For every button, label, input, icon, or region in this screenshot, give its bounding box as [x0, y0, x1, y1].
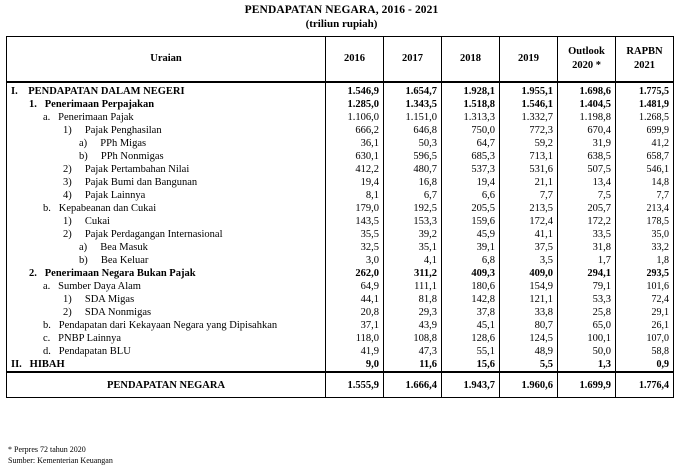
row-value: 7,5	[558, 189, 616, 202]
table-row	[7, 345, 674, 358]
row-value: 124,5	[500, 332, 558, 345]
row-value: 37,5	[500, 241, 558, 254]
row-value: 39,2	[384, 228, 442, 241]
row-value: 108,8	[384, 332, 442, 345]
table-row	[7, 202, 674, 215]
table-row	[7, 267, 674, 280]
row-value: 1.285,0	[326, 98, 384, 111]
row-label: 3) Pajak Bumi dan Bangunan	[7, 176, 326, 189]
row-value: 7,7	[616, 189, 674, 202]
row-value: 80,7	[500, 319, 558, 332]
row-label: 1) Cukai	[7, 215, 326, 228]
row-value: 58,8	[616, 345, 674, 358]
row-value: 179,0	[326, 202, 384, 215]
row-value: 107,0	[616, 332, 674, 345]
row-value: 128,6	[442, 332, 500, 345]
row-value: 53,3	[558, 293, 616, 306]
row-value: 154,9	[500, 280, 558, 293]
row-value: 0,9	[616, 358, 674, 372]
row-value: 36,1	[326, 137, 384, 150]
table-row	[7, 124, 674, 137]
row-value: 16,8	[384, 176, 442, 189]
table-row	[7, 319, 674, 332]
row-value: 6,6	[442, 189, 500, 202]
header-outlook-2020: Outlook 2020 *	[558, 37, 616, 83]
header-2017: 2017	[384, 37, 442, 83]
row-value: 6,8	[442, 254, 500, 267]
row-value: 507,5	[558, 163, 616, 176]
row-value: 178,5	[616, 215, 674, 228]
row-value: 1.555,9	[326, 372, 384, 398]
table-row	[7, 358, 674, 372]
row-label: PENDAPATAN NEGARA	[7, 372, 326, 398]
row-value: 1.960,6	[500, 372, 558, 398]
row-value: 1.343,5	[384, 98, 442, 111]
row-value: 20,8	[326, 306, 384, 319]
row-label: a. Penerimaan Pajak	[7, 111, 326, 124]
row-value: 3,0	[326, 254, 384, 267]
row-value: 33,8	[500, 306, 558, 319]
row-label: b. Pendapatan dari Kekayaan Negara yang Dipisahkan	[7, 319, 326, 332]
row-value: 55,1	[442, 345, 500, 358]
row-value: 50,3	[384, 137, 442, 150]
row-value: 50,0	[558, 345, 616, 358]
row-value: 37,1	[326, 319, 384, 332]
row-value: 121,1	[500, 293, 558, 306]
row-value: 180,6	[442, 280, 500, 293]
row-value: 1.654,7	[384, 82, 442, 98]
row-label: 2) Pajak Pertambahan Nilai	[7, 163, 326, 176]
row-value: 670,4	[558, 124, 616, 137]
row-value: 262,0	[326, 267, 384, 280]
row-value: 101,6	[616, 280, 674, 293]
row-value: 1.666,4	[384, 372, 442, 398]
row-value: 29,3	[384, 306, 442, 319]
row-value: 111,1	[384, 280, 442, 293]
table-row	[7, 111, 674, 124]
row-value: 412,2	[326, 163, 384, 176]
row-value: 64,7	[442, 137, 500, 150]
row-value: 1.404,5	[558, 98, 616, 111]
row-value: 159,6	[442, 215, 500, 228]
row-label: a) Bea Masuk	[7, 241, 326, 254]
row-value: 1.198,8	[558, 111, 616, 124]
table-row	[7, 293, 674, 306]
row-value: 772,3	[500, 124, 558, 137]
row-value: 4,1	[384, 254, 442, 267]
row-value: 19,4	[442, 176, 500, 189]
row-value: 1.518,8	[442, 98, 500, 111]
row-value: 11,6	[384, 358, 442, 372]
row-value: 65,0	[558, 319, 616, 332]
row-value: 45,9	[442, 228, 500, 241]
row-label: 1. Penerimaan Perpajakan	[7, 98, 326, 111]
row-label: 2. Penerimaan Negara Bukan Pajak	[7, 267, 326, 280]
row-value: 685,3	[442, 150, 500, 163]
row-value: 713,1	[500, 150, 558, 163]
row-label: b) Bea Keluar	[7, 254, 326, 267]
table-row	[7, 280, 674, 293]
row-value: 6,7	[384, 189, 442, 202]
table-row	[7, 176, 674, 189]
table-row	[7, 98, 674, 111]
row-label: 1) SDA Migas	[7, 293, 326, 306]
row-value: 41,1	[500, 228, 558, 241]
table-row	[7, 189, 674, 202]
row-value: 35,1	[384, 241, 442, 254]
row-value: 81,8	[384, 293, 442, 306]
row-value: 29,1	[616, 306, 674, 319]
table-title: PENDAPATAN NEGARA, 2016 - 2021	[244, 4, 439, 16]
row-value: 1.481,9	[616, 98, 674, 111]
row-value: 311,2	[384, 267, 442, 280]
row-label: c. PNBP Lainnya	[7, 332, 326, 345]
table-row	[7, 215, 674, 228]
row-value: 172,2	[558, 215, 616, 228]
row-label: b. Kepabeanan dan Cukai	[7, 202, 326, 215]
row-value: 537,3	[442, 163, 500, 176]
table-row	[7, 332, 674, 345]
table-row	[7, 163, 674, 176]
row-value: 35,5	[326, 228, 384, 241]
row-value: 41,2	[616, 137, 674, 150]
row-value: 100,1	[558, 332, 616, 345]
table-row	[7, 241, 674, 254]
row-value: 1.775,5	[616, 82, 674, 98]
row-value: 45,1	[442, 319, 500, 332]
row-value: 658,7	[616, 150, 674, 163]
row-value: 14,8	[616, 176, 674, 189]
row-value: 25,8	[558, 306, 616, 319]
table-row	[7, 372, 674, 398]
row-value: 294,1	[558, 267, 616, 280]
row-value: 480,7	[384, 163, 442, 176]
row-value: 142,8	[442, 293, 500, 306]
row-value: 1.546,9	[326, 82, 384, 98]
row-value: 1.928,1	[442, 82, 500, 98]
header-row	[7, 37, 674, 83]
row-value: 1.955,1	[500, 82, 558, 98]
row-value: 41,9	[326, 345, 384, 358]
row-value: 31,8	[558, 241, 616, 254]
row-value: 48,9	[500, 345, 558, 358]
row-value: 35,0	[616, 228, 674, 241]
row-label: I. PENDAPATAN DALAM NEGERI	[7, 82, 326, 98]
row-value: 39,1	[442, 241, 500, 254]
row-value: 531,6	[500, 163, 558, 176]
row-value: 79,1	[558, 280, 616, 293]
row-value: 64,9	[326, 280, 384, 293]
row-value: 59,2	[500, 137, 558, 150]
row-value: 5,5	[500, 358, 558, 372]
row-value: 37,8	[442, 306, 500, 319]
row-label: 2) SDA Nonmigas	[7, 306, 326, 319]
row-value: 72,4	[616, 293, 674, 306]
row-value: 33,5	[558, 228, 616, 241]
row-value: 1.546,1	[500, 98, 558, 111]
row-value: 118,0	[326, 332, 384, 345]
row-value: 205,5	[442, 202, 500, 215]
row-label: b) PPh Nonmigas	[7, 150, 326, 163]
row-value: 638,5	[558, 150, 616, 163]
row-value: 646,8	[384, 124, 442, 137]
row-value: 596,5	[384, 150, 442, 163]
table-row	[7, 254, 674, 267]
row-value: 32,5	[326, 241, 384, 254]
row-value: 47,3	[384, 345, 442, 358]
row-value: 8,1	[326, 189, 384, 202]
row-value: 13,4	[558, 176, 616, 189]
row-value: 44,1	[326, 293, 384, 306]
row-value: 546,1	[616, 163, 674, 176]
row-label: 4) Pajak Lainnya	[7, 189, 326, 202]
row-value: 293,5	[616, 267, 674, 280]
row-value: 153,3	[384, 215, 442, 228]
row-value: 699,9	[616, 124, 674, 137]
table-row	[7, 228, 674, 241]
row-value: 15,6	[442, 358, 500, 372]
row-value: 1,7	[558, 254, 616, 267]
row-value: 666,2	[326, 124, 384, 137]
header-rapbn-2021: RAPBN 2021	[616, 37, 674, 83]
row-value: 213,4	[616, 202, 674, 215]
row-value: 1.151,0	[384, 111, 442, 124]
row-value: 1,3	[558, 358, 616, 372]
row-value: 31,9	[558, 137, 616, 150]
row-value: 1.699,9	[558, 372, 616, 398]
header-2018: 2018	[442, 37, 500, 83]
row-value: 630,1	[326, 150, 384, 163]
revenue-table	[6, 36, 674, 398]
row-label: a) PPh Migas	[7, 137, 326, 150]
row-value: 43,9	[384, 319, 442, 332]
row-value: 213,5	[500, 202, 558, 215]
table-row	[7, 150, 674, 163]
row-value: 3,5	[500, 254, 558, 267]
row-label: 1) Pajak Penghasilan	[7, 124, 326, 137]
table-row	[7, 82, 674, 98]
row-value: 750,0	[442, 124, 500, 137]
header-2016: 2016	[326, 37, 384, 83]
row-value: 143,5	[326, 215, 384, 228]
row-value: 409,0	[500, 267, 558, 280]
row-label: a. Sumber Daya Alam	[7, 280, 326, 293]
row-label: II. HIBAH	[7, 358, 326, 372]
row-label: d. Pendapatan BLU	[7, 345, 326, 358]
row-value: 1.313,3	[442, 111, 500, 124]
table-subtitle: (triliun rupiah)	[305, 18, 378, 30]
row-value: 172,4	[500, 215, 558, 228]
header-2019: 2019	[500, 37, 558, 83]
row-value: 1.943,7	[442, 372, 500, 398]
footnote: * Perpres 72 tahun 2020	[8, 445, 86, 454]
row-label: 2) Pajak Perdagangan Internasional	[7, 228, 326, 241]
row-value: 1.106,0	[326, 111, 384, 124]
row-value: 33,2	[616, 241, 674, 254]
row-value: 9,0	[326, 358, 384, 372]
table-row	[7, 137, 674, 150]
row-value: 1.776,4	[616, 372, 674, 398]
row-value: 19,4	[326, 176, 384, 189]
table-row	[7, 306, 674, 319]
row-value: 1.698,6	[558, 82, 616, 98]
row-value: 1,8	[616, 254, 674, 267]
row-value: 1.332,7	[500, 111, 558, 124]
row-value: 26,1	[616, 319, 674, 332]
source-note: Sumber: Kementerian Keuangan	[8, 456, 113, 465]
row-value: 192,5	[384, 202, 442, 215]
row-value: 205,7	[558, 202, 616, 215]
row-value: 409,3	[442, 267, 500, 280]
header-uraian: Uraian	[7, 37, 326, 83]
row-value: 7,7	[500, 189, 558, 202]
row-value: 1.268,5	[616, 111, 674, 124]
row-value: 21,1	[500, 176, 558, 189]
